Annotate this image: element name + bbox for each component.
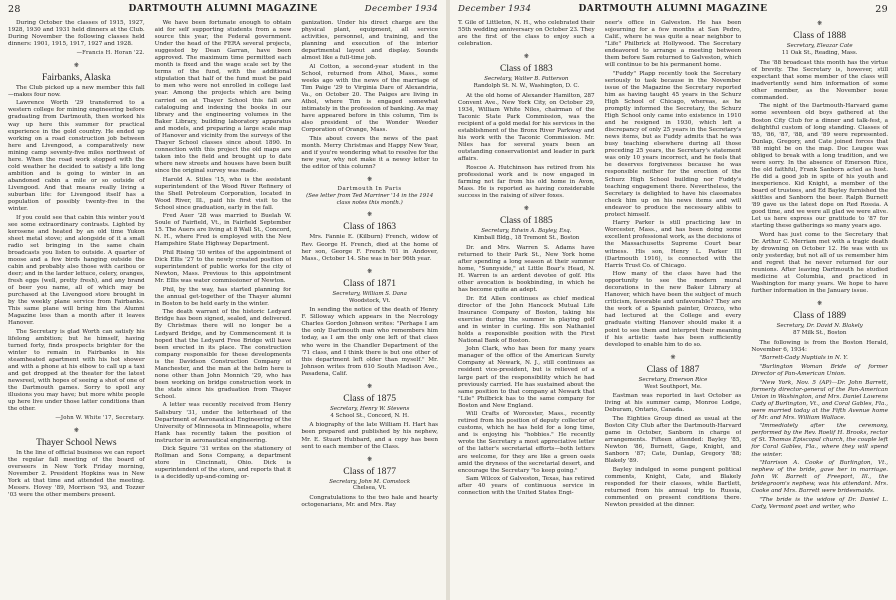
paragraph: During October the classes of 1915, 1927, 1928, 1930 and 1931 held dinners at the Club. During November the following classes held dinners: 1901, 1915, 1917, 1927 and 1928. [8,20,145,48]
secretary-address: 87 Milk St., Boston [792,330,847,337]
quote-paragraph: "Burlington Woman Bride of former Director of Pan-American Union. [751,363,889,378]
paragraph: A biography of the late William H. Hart has been prepared and published by his nephew, Mr. E. Stuart Hubbard, and a copy has been sent to each member of the Class. [301,422,439,450]
paragraph: Congratulations to the two hale and hearty octogenarians, Mr. and Mrs. Ray [301,495,439,509]
left-columns [8,20,438,598]
paragraph: "Fuddy" Plapp recently took the Secretary seriously to task because in the November issue of the Magazine the Secretary reported him as having taught 45 years in the Schurz High School of Chicago, whereas, as he promptly informed the Secretary, the Schurz High School only came into existence in 1910 and he resigned in 1930, which left a discrepancy of only 25 years in the Secretary's news items, but as Fuddy admits that he was busy teaching elsewhere during all those preceding 25 years, the Secretary's statement was only 10 years incorrect, and he feels that he deserves forgiveness because he was responsible neither for the erection of the Schurz High School building nor Fuddy's teaching engagement there. Nevertheless, the Secretary is delighted to have his classmates check him up on his news items and will endeavor to produce the necessary alibis to protect himself. [604,70,742,218]
paragraph: A letter was recently received from Henry Salisbury '31, under the letterhead of the Department of Aeronautical Engineering of the University of Minnesota in Minneapolis, where Hank has recently taken the position of instructor in aeronautical engineering. [154,402,292,444]
ornament-icon: ❋ [367,455,373,463]
left-page [0,0,446,600]
secretary-line: Secretary, Henry W. Stevens [330,405,410,412]
paragraph: Dr. Ed Allen continues as chief medical director of the John Hancock Mutual Life Insurance Company of Boston, taking his exercise during the summer in playing golf and in winter in curling. His son Nathaniel holds a responsible position with the First National Bank of Boston. [458,295,595,344]
class-heading: Class of 1888 [793,30,847,42]
quote-paragraph: "The bride is the widow of Dr. Daniel L. Cady, Vermont poet and writer, who [751,496,889,510]
ornament-icon: ❋ [367,175,373,183]
paragraph: The night of the Dartmouth-Harvard game some seventeen old boys gathered at the Boston City Club for a dinner and talk-fest, a delightful custom of long standing. Classes of '85, '86, '87, '88, and '89 were represented. Dunlap, Gregory, and Cate joined forces that '88 might be on the map. Doc Leugee was obliged to break with a long tradition, and we were sorry. In the absence of Emerson Rice, the old faithful, Frank Sanborn acted as host. He did a good job in spite of his youth and inexperience. Kid Knight, a member of the board of trustees, and Ed Bayley furnished the skittles and Sanborn the beer. Ralph Burnett '89 gave us the latest dope on Red Rossia. A good time, and we were all glad we were alive. Let us here express our gratitude to '87 for starting these gatherings so many years ago. [751,103,889,230]
ornament-icon: ❋ [523,205,529,213]
right-column-2 [605,20,742,598]
ornament-icon: ❋ [73,61,79,69]
paragraph: We have been fortunate enough to obtain aid for self supporting students from a new source this year, the Federal government. Under the head of the FERA several projects, suggested by Dean Garran, have been approved. The maximum time permitted each month is fixed and the wage scale set by the terms of the fund, with the additional stipulation that half of the fund must be paid to men who were not enrolled in college last year. Among the projects which are being carried on at Thayer School this fall are cataloguing and indexing the books in our library and the engineering volumes in the Baker Library, building laboratory apparatus and models, and preparing a large scale map of Hanover and vicinity from the surveys of the Thayer School classes since about 1890. In connection with this project the old maps are taken into the field and brought up to date where new streets and houses have been built since the original survey was made. [154,20,292,174]
right-page-number: 29 [875,4,888,15]
paragraph: Word has just come to the Secretary that Dr. Arthur C. Merriam met with a tragic death by drowning on October 12. He was with us only yesterday, but not all of us remember him and regret that he never returned for our reunions. After leaving Dartmouth he studied medicine at Columbia, and practiced in Washington for many years. We hope to have further information in the January issue. [751,231,889,295]
paragraph: How many of the class have had the opportunity to see the modern mural decorations in the new Baker Library at Hanover, which have been the subject of much criticism, favorable and unfavorable? They are the work of a Spanish painter, Orozco, who had lectured at the College and every graduate visiting Hanover should make it a point to see them and interpret their meaning if his artistic taste has been sufficiently developed to enable him to do so. [604,271,742,348]
note: (See letter from Ted Marriner '14 in the 1914 class notes this month.) [306,192,434,206]
secretary-address: Chelsea, Vt. [352,485,387,492]
paragraph: Bayley indulged in some pungent political comments, Knight, Cate, and Blakely responded for their classes, while Bartlett, returned from his annual trip to Russia, commented on present conditions there. Newton presided at the dinner. [604,466,742,508]
ornament-icon: ❋ [817,20,823,27]
class-heading: Class of 1877 [343,465,397,477]
right-columns [458,20,888,598]
paragraph: Eastman was reported in last October as living at his summer camp, Monroe Lodge, Deburam, Ontario, Canada. [604,393,742,414]
secretary-line: Secretary, Edwin A. Bayley, Esq. [481,228,572,235]
secretary-address: Woodstock, Vt. [348,297,391,304]
quote-paragraph: "Barrett-Cady Nuptials in N. Y. [759,355,848,362]
class-heading: Class of 1871 [343,277,397,289]
class-heading: Class of 1863 [343,221,397,233]
ornament-icon: ❋ [523,53,529,61]
secretary-address: Kimball Bldg., 18 Tremont St., Boston [473,234,580,241]
secretary-line: Secretary, Eleazar Cate [786,43,853,50]
paragraph: The following is from the Boston Herald, November 6, 1934: [751,339,889,353]
paragraph: The '88 broadcast this month has the virtue of brevity. The Secretary is, however, still expectant that some member of the class will inadvertently send him information of some other member, as the November issue commanded. [751,59,889,101]
paragraph: The death warrant of the historic Ledyard Bridge has been signed, sealed, and delivered. By Christmas there will no longer be a Ledyard Bridge, and by Commencement it is hoped that the Ledyard Free Bridge will have been erected in its place. The construction company responsible for these developments is the Davidson Construction Company of Manchester, and the man at the helm here is none other than John Monnich '29, who has been working on bridge construction work in the state since his graduation from Thayer School. [154,309,292,400]
paragraph: Al Cotton, a second-year student in the School, returned from Athol, Mass., some weeks ago with the news of the marriage of Tim Paige '29 to Virginia Dare of Alexandria, Va., on October 20. The Paiges are living in Athol, where Tim is engaged somewhat intimately in the profession of banking. As may have appeared before in this column, Tim is also president of the Wonder Weeder Corporation of Orange, Mass. [301,63,439,134]
paragraph: Harold A. Stiles '15, who is the assistant superintendent of the Wood River Refinery of the Shell Petroleum Corporation, located in Wood River, Ill., paid his first visit to the School since graduation, early in the fall. [154,176,292,211]
paragraph: Lawrence Worth '29 transferred to a western college for mining engineering before graduating from Dartmouth, then worked his way up here this summer for practical experience in the gold country. He ended up working on a road construction job between here and Livengood, a comparatively new mining camp seventy-five miles northwest of here. When the road work stopped with the cold weather he decided to satisfy a life long ambition and is going to winter in an abandoned cabin a mile or so outside of Livengood. And that means really living a suburban life: for Livengood itself has a population of possibly twenty-five in the winter. [8,100,145,213]
paragraph: The Secretary is glad Worth can satisfy his lifelong ambition; but he himself, having turned forty, finds prospects brighter for the winter to remain in Fairbanks in his steamheated apartment with his hot shower and with a phone at his elbow to call up a taxi and get dropped at the theater for the latest newsreel, with hopes of seeing a shot of one of the Dartmouth games. Sorry to spoil any illusions you may have; but more white people up here live under those latter conditions than the other. [8,328,145,413]
paragraph: Will Crafts of Worcester, Mass., recently retired from his position of deputy collector of customs, which he has held for a long time, and is enjoying his "hobbies." He recently wrote the Secretary a most appreciative letter of the latter's secretarial efforts—both letters are welcome, for they are like a green oasis amid the dryness of the secretarial desert, and encourage the Secretary "to keep going." [458,411,595,474]
quote-paragraph: "Harrison A. Cooke of Burlington, Vt., nephew of the bride, gave her in marriage. John W. Barrett of Freeport, Ill., the bridegroom's nephew, was his attendant. Mrs. Cooke and Mrs. Barrett were bridesmaids. [751,460,889,495]
secretary-line: Secretary, William S. Dana [332,290,407,297]
left-running-title: DARTMOUTH ALUMNI MAGAZINE [128,4,318,14]
secretary-line: Secretary, Walter B. Patterson [484,76,569,83]
ornament-icon: ❋ [367,382,373,390]
signature: —Francis H. Horan '22. [76,49,145,56]
paragraph: Phil, by the way, has started planning for the annual get-together of the Thayer alumni in Boston to be held early in the winter. [154,286,292,307]
paragraph: Phil Rising '30 writes of the appointment of Dick Ellis '27 to the newly created position of superintendent of public works for the city of Newton, Mass. Previous to this appointment Mr. Ellis was water commissioner of Newton. [154,250,292,285]
right-running-head [450,4,896,18]
section-heading: Thayer School News [36,437,117,449]
paragraph: Dick Squire '31 writes on the stationery of Rollman and Sons Company, a department store in Cincinnati, Ohio. Dick is superintendent of the store, and reports that it is a decidedly up-and-coming or- [154,446,292,481]
paragraph: This about covers the news of the past month. Merry Christmas and Happy New Year, and if you're wondering what to resolve for the new year, why not make it a newsy letter to the editor of this column? [301,135,439,170]
secretary-line: Secretary, Emerson Rice [638,376,708,383]
left-column-2 [155,20,292,598]
paragraph: John Clark, who has been for many years manager of the office of the American Surety Company at Newark, N. J., still continues as resident vice-president, but is relieved of a large part of the responsibility which he had previously carried. He has sustained about the same position to that company at Newark that "Lile" Philbrick has to the same company for Boston and New England. [458,346,595,409]
paragraph: neer's office in Galveston. He has been sojourning for a few months at San Pedro, Calif., where he was quite a near neighbor to "Life" Philbrick at Hollywood. The Secretary endeavored to arrange a meeting between them before Sam returned to Galveston, which will continue to be his permanent home. [604,20,742,69]
secretary-address: 4 School St., Concord, N. H. [330,412,409,419]
left-column-1 [8,20,145,598]
quote-paragraph: "New York, Nov. 5 (AP)—Dr. John Barrett, formerly director-general of the Pan-American Union in Washington, and Mrs. Daniel Lawrens Cady of Burlington, Vt., and Coral Gables, Fla., were married today at the Fifth Avenue home of Mr. and Mrs. William Wallace. [751,379,889,421]
signature: —John W. White '17, Secretary. [55,414,145,421]
ornament-icon: ❋ [73,426,79,434]
paragraph: In sending the notice of the death of Henry F. Silloway which appears in the Necrology Charles Gordon Johnson writes: "Perhaps I am the only Dartmouth man who remembers him today, as I am the only one left of that class who were in the Chandler Department of the '71 class, and I think there is but one other of this department left older than myself." Mr. Johnson writes from 610 South Madison Ave., Pasadena, Calif. [301,307,439,377]
quote-paragraph: "Immediately after the ceremony, performed by the Rev. Roelif H. Brooks, rector of St. Thomas Episcopal church, the couple left for Coral Gables, Fla., where they will spend the winter. [751,423,889,458]
right-page [450,0,896,600]
paragraph: T. Gile of Littleton, N. H., who celebrated their 55th wedding anniversary on October 23. They are the first of the class to enjoy such a celebration. [458,20,595,48]
class-heading: Class of 1885 [499,215,553,227]
paragraph: ganization. Under his direct charge are the physical plant, equipment, all service activities, personnel, and training, and the planning and execution of the interior departmental layout and display. Sounds almost like a full-time job. [301,20,439,62]
ornament-icon: ❋ [367,267,373,275]
ornament-icon: ❋ [670,353,676,361]
left-running-head [0,4,446,18]
secretary-address: Randolph St. N. W., Washington, D. C. [473,83,580,90]
paragraph: Fred Auer '28 was married to Buelah W. Soule of Fairfield, Vt., in Fairfield September 15. The Auers are living at 8 Wall St., Concord, N. H., where Fred is employed with the New Hampshire State Highway Department. [154,213,292,248]
class-heading: Class of 1883 [499,63,553,75]
secretary-line: Secretary, John M. Comstock [329,478,411,485]
class-heading: Class of 1889 [793,310,847,322]
secretary-address: 11 Oak St., Reading, Mass. [781,49,858,56]
paragraph: The Club picked up a new member this fall—makes four now. [8,84,145,98]
right-column-1 [458,20,595,598]
paragraph: Sam Wilcox of Galveston, Texas, has retired after 40 years of continuous service in connection with the United States Engi- [458,476,595,497]
section-heading: Dartmouth In Paris [337,186,402,193]
paragraph: If you could see that cabin this winter you'd see some extraordinary contrasts. Lighted by kerosene and heated by an old time Yukon sheet metal stove; and alongside of it a small radio set bringing in the same chain broadcasts you listen to outside. A quarter of moose and a few birds hanging outside the cabin and probably also those with caribou or deer; and in the larder lettuce, celery, oranges, fresh eggs (well, pretty fresh), and any brand of beer you name, all of which may be purchased at the Livengood store brought in by the weekly plane service from Fairbanks. This same plane will bring him the Alumni Magazine less than a month after it leaves Hanover. [8,214,145,327]
left-page-number: 28 [8,4,21,15]
paragraph: Mrs. Fannie E. (Kilburn) French, widow of Rev. George H. French, died at the home of her son, George F. French '01 in Andover, Mass., October 14. She was in her 96th year. [301,234,439,262]
paragraph: Roscoe A. Hutchinson has retired from his professional work and is now engaged in farming not far from his old home in Avon, Mass. He is reported as having considerable success in the raising of silver foxes. [458,164,595,199]
class-heading: Class of 1875 [343,392,397,404]
secretary-line: Secretary, Dr. David N. Blakely [776,323,863,330]
paragraph: Dr. and Mrs. Warren S. Adams have returned to their Park St., New York home after spending a long season at their summer home, "Sunnyside," at Little Boar's Head, N. H. Warren is an ardent devotee of golf. His other avocation is bookbinding, in which he has become quite an adept. [458,244,595,293]
right-issue-date: December 1934 [458,4,532,14]
left-issue-date: December 1934 [364,4,438,14]
right-running-title: DARTMOUTH ALUMNI MAGAZINE [578,4,768,14]
left-column-3 [301,20,438,598]
ornament-icon: ❋ [367,211,373,219]
paragraph: Harry Parker is still practicing law in Worcester, Mass., and has been doing some excellent professional work, as the decisions of the Massachusetts Supreme Court bear witness. His son, Henry L. Parker III (Dartmouth 1916), is connected with the Harris Trust Co. of Chicago. [604,220,742,269]
paragraph: At the old home of Alexander Hamilton, 287 Convent Ave., New York City, on October 29, 1934, William White Niles, chairman of the Taconic State Park Commission, was the recipient of a gold medal for his services in the establishment of the Bronx River Parkway and his work with the Taconic Commission. Mr. Niles has for several years been an outstanding conservationist and leader in park affairs. [458,92,595,163]
section-heading: Fairbanks, Alaska [41,71,111,83]
ornament-icon: ❋ [817,300,823,308]
paragraph: In the line of official business we can report the regular fall meeting of the board of overseers in New York Friday morning, November 2. President Hopkins was in New York at that time and attended the meeting. Messrs. Hovey '89, Morrison '93, and Tozzer '03 were the other members present. [8,450,145,499]
paragraph: The Eighties Group dined as usual at the Boston City Club after the Dartmouth-Harvard game in October, Sanborn in charge of arrangements. Fifteen attended: Bayley '85, Newton '86, Burnett, Gage, Knight, and Sanborn '87; Cate, Dunlap, Gregory '88; Blakely '89. [604,415,742,465]
class-heading: Class of 1887 [646,363,700,375]
right-column-3 [751,20,888,598]
secretary-address: West Southport, Me. [644,383,702,390]
